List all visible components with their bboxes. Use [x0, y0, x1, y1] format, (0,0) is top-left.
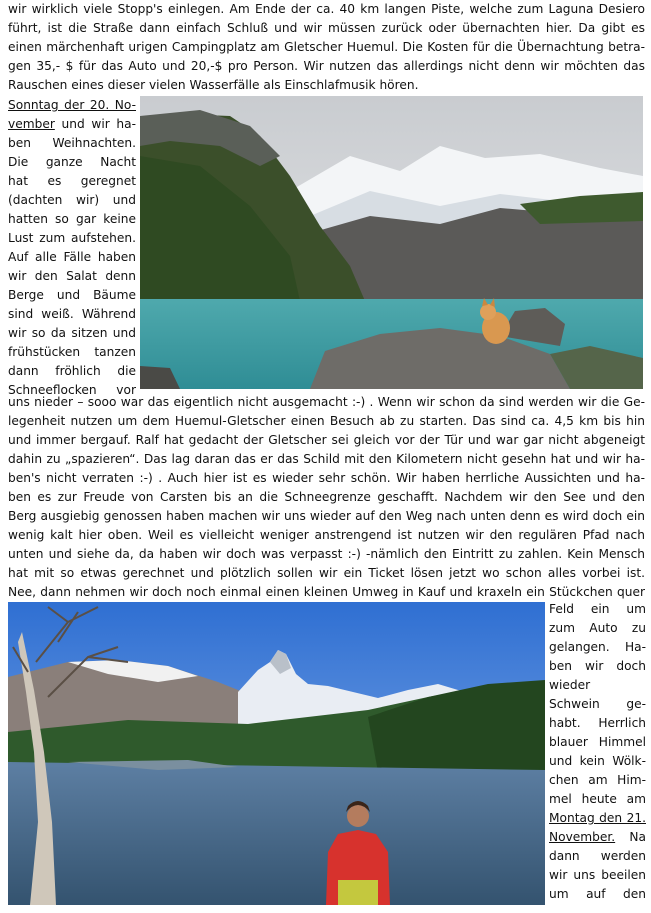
text-line: sind weiß. Während — [8, 307, 136, 321]
text-line: Schneeflocken vor — [8, 383, 136, 397]
glacier-lake-illustration — [140, 96, 643, 389]
text-line: ben's nicht verraten :-) . Auch hier ist es wieder sehr schön. Wir haben herrliche Aussichten und ha- — [8, 471, 645, 485]
text-line: hatten so gar keine — [8, 212, 136, 226]
text-line: dann fröhlich die — [8, 364, 136, 378]
date-heading-fragment: November. — [549, 830, 616, 844]
text-fragment: Na — [615, 830, 646, 844]
text-line: gen 35,- $ für das Auto und 20,-$ pro Person. Wir nutzen das allerdings nicht denn wir möchten das — [8, 59, 645, 73]
text-line: Auf alle Fälle haben — [8, 250, 136, 264]
text-line: wieder — [549, 678, 591, 692]
text-fragment: und wir ha- — [54, 117, 136, 131]
text-line: Schwein ge- — [549, 697, 646, 711]
text-line: ben es zur Freude von Carsten bis an die Schneegrenze geschafft. Nachdem wir den See und den — [8, 490, 645, 504]
text-line: und immer bergauf. Ralf hat gedacht der Gletscher sei gleich vor der Tür und war gar nicht abgeneigt — [8, 433, 645, 447]
text-line: ben Weihnachten. — [8, 136, 136, 150]
fitzroy-lake-photo — [8, 602, 545, 905]
text-line: und kein Wölk- — [549, 754, 646, 768]
text-line: gelangen. Ha- — [549, 640, 646, 654]
text-line: Nee, dann nehmen wir doch noch einmal einen kleinen Umweg in Kauf und kraxeln ein Stückchen quer — [8, 585, 645, 599]
text-line: wenig kalt hier oben. Weil es vielleicht weniger anstrengend ist nutzen wir den regulären Pfad nach — [8, 528, 645, 542]
left-text-column — [8, 96, 136, 400]
text-line: uns nieder – sooo war das eigentlich nicht ausgemacht :-) . Wenn wir schon da sind werden wir die Ge- — [8, 395, 645, 409]
text-line: um auf den — [549, 887, 646, 901]
text-line: Die ganze Nacht — [8, 155, 136, 169]
text-line: blauer Himmel — [549, 735, 646, 749]
text-line: chen am Him- — [549, 773, 646, 787]
glacier-lake-photo — [140, 96, 643, 389]
text-line — [549, 828, 646, 847]
text-line: (dachten wir) und — [8, 193, 136, 207]
text-line: ben wir doch — [549, 659, 646, 673]
date-heading-sunday: Sonntag der 20. No- — [8, 98, 136, 112]
text-line: frühstücken tanzen — [8, 345, 136, 359]
text-line: mel heute am — [549, 792, 646, 806]
text-line: dann werden — [549, 849, 646, 863]
text-line: führt, ist die Straße dann einfach Schluß und wir müssen zurück oder übernachten hier. Da gibt es — [8, 21, 645, 35]
text-line: dahin zu „spazieren“. Das lag daran das er das Schild mit den Kilometern nicht gesehn hat und wir ha- — [8, 452, 645, 466]
date-heading-monday: Montag den 21. — [549, 811, 646, 825]
text-line: zum Auto zu — [549, 621, 646, 635]
text-line: wir so da sitzen und — [8, 326, 136, 340]
text-line: Feld ein um — [549, 602, 646, 616]
text-line: habt. Herrlich — [549, 716, 646, 730]
text-line: Rauschen eines dieser vielen Wasserfälle als Einschlafmusik hören. — [8, 78, 419, 92]
right-text-column — [549, 600, 646, 904]
text-line: Lust zum aufstehen. — [8, 231, 136, 245]
text-line: Berge und Bäume — [8, 288, 136, 302]
text-line: wir den Salat denn — [8, 269, 136, 283]
fitzroy-lake-illustration — [8, 602, 545, 905]
text-line: wir uns beeilen — [549, 868, 646, 882]
text-line: Berg ausgiebig genossen haben machen wir uns wieder auf den Weg nach unten denn es wird doch ein — [8, 509, 645, 523]
text-line: hat es geregnet — [8, 174, 136, 188]
text-line: hat mit so etwas gerechnet und plötzlich sollen wir ein Ticket lösen jetzt wo schon alles vorbei ist. — [8, 566, 645, 580]
text-line: einen märchenhaft urigen Campingplatz am Gletscher Huemul. Die Kosten für die Übernachtung betra- — [8, 40, 645, 54]
text-line: legenheit nutzen um dem Huemul-Gletscher einen Besuch ab zu starten. Das sind ca. 4,5 km bis hin — [8, 414, 645, 428]
text-line: unten und siehe da, da haben wir doch was verpasst :-) -nämlich den Eintritt zu zahlen. Kein Mensch — [8, 547, 645, 561]
text-line — [8, 115, 136, 134]
date-heading-fragment: vember — [8, 117, 55, 131]
text-line: wir wirklich viele Stopp's einlegen. Am Ende der ca. 40 km langen Piste, welche zum Laguna Desiero — [8, 2, 645, 16]
